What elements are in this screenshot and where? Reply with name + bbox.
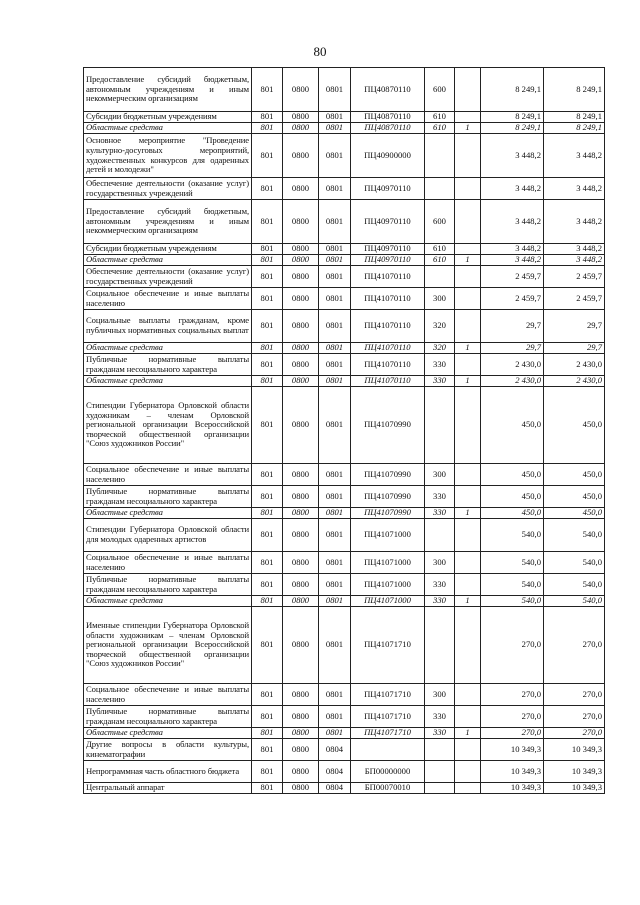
expense-type-code: 610 [425,244,455,255]
amount-year-2: 270,0 [544,684,605,706]
row-name: Субсидии бюджетным учреждениям [84,112,252,123]
ministry-code: 801 [252,728,283,739]
amount-year-2: 450,0 [544,387,605,464]
amount-year-1: 450,0 [481,387,544,464]
ministry-code: 801 [252,178,283,200]
amount-year-1: 270,0 [481,607,544,684]
expense-type-code: 330 [425,508,455,519]
subsection-code: 0801 [319,464,351,486]
funding-source: 1 [455,255,481,266]
subsection-code: 0801 [319,684,351,706]
subsection-code: 0801 [319,112,351,123]
expense-type-code [425,761,455,783]
amount-year-1: 540,0 [481,596,544,607]
ministry-code: 801 [252,343,283,354]
funding-source: 1 [455,596,481,607]
subsection-code: 0801 [319,519,351,552]
ministry-code: 801 [252,552,283,574]
amount-year-1: 270,0 [481,728,544,739]
subsection-code: 0801 [319,596,351,607]
table-row [84,783,605,794]
target-article-code: ПЦ40870110 [351,112,425,123]
row-name: Субсидии бюджетным учреждениям [84,244,252,255]
section-code: 0800 [283,552,319,574]
expense-type-code [425,739,455,761]
ministry-code: 801 [252,354,283,376]
row-name: Областные средства [84,596,252,607]
ministry-code: 801 [252,684,283,706]
row-name: Публичные нормативные выплаты гражданам несоциального характера [84,574,252,596]
amount-year-1: 3 448,2 [481,200,544,244]
ministry-code: 801 [252,607,283,684]
amount-year-2: 540,0 [544,574,605,596]
funding-source [455,607,481,684]
section-code: 0800 [283,596,319,607]
amount-year-2: 540,0 [544,552,605,574]
section-code: 0800 [283,519,319,552]
subsection-code: 0804 [319,739,351,761]
section-code: 0800 [283,354,319,376]
amount-year-2: 3 448,2 [544,200,605,244]
amount-year-2: 2 430,0 [544,376,605,387]
expense-type-code: 600 [425,68,455,112]
amount-year-2: 10 349,3 [544,761,605,783]
row-name: Стипендии Губернатора Орловской области для молодых одаренных артистов [84,519,252,552]
ministry-code: 801 [252,266,283,288]
section-code: 0800 [283,112,319,123]
section-code: 0800 [283,387,319,464]
table-row [84,761,605,783]
ministry-code: 801 [252,68,283,112]
amount-year-1: 270,0 [481,684,544,706]
expense-type-code: 300 [425,464,455,486]
section-code: 0800 [283,266,319,288]
subsection-code: 0801 [319,387,351,464]
funding-source: 1 [455,376,481,387]
amount-year-2: 270,0 [544,728,605,739]
amount-year-1: 10 349,3 [481,739,544,761]
amount-year-2: 3 448,2 [544,244,605,255]
subsection-code: 0801 [319,255,351,266]
row-name: Областные средства [84,343,252,354]
amount-year-1: 3 448,2 [481,244,544,255]
expense-type-code: 600 [425,200,455,244]
amount-year-1: 540,0 [481,552,544,574]
target-article-code: ПЦ41071710 [351,706,425,728]
ministry-code: 801 [252,486,283,508]
section-code: 0800 [283,288,319,310]
funding-source: 1 [455,123,481,134]
section-code: 0800 [283,783,319,794]
target-article-code: ПЦ40900000 [351,134,425,178]
funding-source [455,178,481,200]
expense-type-code [425,519,455,552]
amount-year-1: 3 448,2 [481,134,544,178]
funding-source [455,519,481,552]
table-row [84,266,605,288]
section-code: 0800 [283,464,319,486]
expense-type-code: 330 [425,574,455,596]
amount-year-1: 29,7 [481,310,544,343]
row-name: Предоставление субсидий бюджетным, автономным учреждениям и иным некоммерческим организациям [84,68,252,112]
expense-type-code: 330 [425,596,455,607]
expense-type-code: 320 [425,343,455,354]
subsection-code: 0801 [319,376,351,387]
funding-source [455,134,481,178]
subsection-code: 0801 [319,728,351,739]
section-code: 0800 [283,607,319,684]
expense-type-code: 330 [425,376,455,387]
row-name: Областные средства [84,255,252,266]
section-code: 0800 [283,68,319,112]
ministry-code: 801 [252,783,283,794]
target-article-code [351,739,425,761]
row-name: Публичные нормативные выплаты гражданам несоциального характера [84,486,252,508]
amount-year-1: 2 459,7 [481,288,544,310]
page-number: 80 [313,44,327,59]
subsection-code: 0804 [319,783,351,794]
row-name: Обеспечение деятельности (оказание услуг) государственных учреждений [84,178,252,200]
expense-type-code: 320 [425,310,455,343]
funding-source [455,354,481,376]
subsection-code: 0801 [319,123,351,134]
subsection-code: 0801 [319,244,351,255]
funding-source [455,244,481,255]
section-code: 0800 [283,706,319,728]
expense-type-code: 330 [425,486,455,508]
target-article-code: ПЦ40970110 [351,255,425,266]
expense-type-code [425,783,455,794]
table-row [84,728,605,739]
amount-year-2: 29,7 [544,310,605,343]
amount-year-1: 10 349,3 [481,761,544,783]
section-code: 0800 [283,178,319,200]
row-name: Областные средства [84,728,252,739]
funding-source [455,574,481,596]
subsection-code: 0801 [319,486,351,508]
row-name: Областные средства [84,508,252,519]
ministry-code: 801 [252,519,283,552]
table-row [84,739,605,761]
subsection-code: 0801 [319,607,351,684]
subsection-code: 0801 [319,134,351,178]
row-name: Социальные выплаты гражданам, кроме публичных нормативных социальных выплат [84,310,252,343]
amount-year-1: 450,0 [481,464,544,486]
target-article-code: ПЦ41071000 [351,552,425,574]
target-article-code: ПЦ40970110 [351,178,425,200]
expense-type-code: 330 [425,706,455,728]
ministry-code: 801 [252,255,283,266]
amount-year-1: 29,7 [481,343,544,354]
amount-year-1: 3 448,2 [481,255,544,266]
section-code: 0800 [283,508,319,519]
amount-year-1: 10 349,3 [481,783,544,794]
target-article-code: ПЦ41070110 [351,376,425,387]
ministry-code: 801 [252,739,283,761]
amount-year-2: 2 430,0 [544,354,605,376]
ministry-code: 801 [252,123,283,134]
ministry-code: 801 [252,376,283,387]
amount-year-2: 3 448,2 [544,178,605,200]
budget-table [83,67,605,794]
funding-source [455,783,481,794]
table-row [84,552,605,574]
section-code: 0800 [283,134,319,178]
target-article-code: ПЦ40970110 [351,200,425,244]
amount-year-2: 270,0 [544,706,605,728]
target-article-code: ПЦ41071710 [351,607,425,684]
funding-source [455,552,481,574]
subsection-code: 0804 [319,761,351,783]
amount-year-2: 450,0 [544,486,605,508]
ministry-code: 801 [252,761,283,783]
expense-type-code: 300 [425,684,455,706]
row-name: Другие вопросы в области культуры, кинематографии [84,739,252,761]
ministry-code: 801 [252,387,283,464]
target-article-code: ПЦ41071000 [351,519,425,552]
subsection-code: 0801 [319,574,351,596]
subsection-code: 0801 [319,706,351,728]
funding-source [455,288,481,310]
table-row [84,310,605,343]
amount-year-1: 2 459,7 [481,266,544,288]
table-row [84,387,605,464]
section-code: 0800 [283,761,319,783]
table-row [84,596,605,607]
amount-year-2: 450,0 [544,508,605,519]
amount-year-1: 8 249,1 [481,123,544,134]
table-row [84,574,605,596]
table-row [84,200,605,244]
ministry-code: 801 [252,288,283,310]
subsection-code: 0801 [319,68,351,112]
table-row [84,68,605,112]
table-row [84,376,605,387]
row-name: Стипендии Губернатора Орловской области художникам – членам Орловской региональной организации Всероссийской творческой общественной организации "Союз художников России" [84,387,252,464]
funding-source [455,684,481,706]
amount-year-1: 2 430,0 [481,376,544,387]
funding-source: 1 [455,728,481,739]
subsection-code: 0801 [319,552,351,574]
funding-source [455,310,481,343]
ministry-code: 801 [252,310,283,343]
funding-source [455,739,481,761]
funding-source [455,266,481,288]
subsection-code: 0801 [319,288,351,310]
amount-year-2: 3 448,2 [544,134,605,178]
section-code: 0800 [283,486,319,508]
table-row [84,343,605,354]
amount-year-1: 450,0 [481,486,544,508]
table-row [84,519,605,552]
table-row [84,288,605,310]
section-code: 0800 [283,574,319,596]
funding-source: 1 [455,508,481,519]
subsection-code: 0801 [319,310,351,343]
subsection-code: 0801 [319,354,351,376]
row-name: Областные средства [84,376,252,387]
table-row [84,354,605,376]
table-row [84,178,605,200]
subsection-code: 0801 [319,200,351,244]
expense-type-code [425,266,455,288]
row-name: Социальное обеспечение и иные выплаты населению [84,684,252,706]
amount-year-1: 540,0 [481,574,544,596]
amount-year-1: 2 430,0 [481,354,544,376]
expense-type-code: 610 [425,123,455,134]
table-row [84,706,605,728]
ministry-code: 801 [252,112,283,123]
section-code: 0800 [283,200,319,244]
target-article-code: ПЦ41070990 [351,508,425,519]
amount-year-1: 540,0 [481,519,544,552]
funding-source [455,706,481,728]
row-name: Областные средства [84,123,252,134]
table-row [84,112,605,123]
ministry-code: 801 [252,596,283,607]
funding-source: 1 [455,343,481,354]
target-article-code: ПЦ41070990 [351,464,425,486]
amount-year-2: 8 249,1 [544,68,605,112]
section-code: 0800 [283,739,319,761]
row-name: Основное мероприятие "Проведение культурно-досуговых мероприятий, художественных конкурсов для одаренных детей и молодежи" [84,134,252,178]
row-name: Социальное обеспечение и иные выплаты населению [84,552,252,574]
funding-source [455,112,481,123]
target-article-code: ПЦ41071000 [351,596,425,607]
funding-source [455,68,481,112]
target-article-code: БП00070010 [351,783,425,794]
amount-year-2: 2 459,7 [544,288,605,310]
funding-source [455,761,481,783]
amount-year-2: 540,0 [544,519,605,552]
expense-type-code [425,607,455,684]
row-name: Публичные нормативные выплаты гражданам несоциального характера [84,354,252,376]
amount-year-2: 3 448,2 [544,255,605,266]
section-code: 0800 [283,310,319,343]
amount-year-2: 270,0 [544,607,605,684]
ministry-code: 801 [252,706,283,728]
table-row [84,464,605,486]
ministry-code: 801 [252,244,283,255]
expense-type-code [425,387,455,464]
expense-type-code: 300 [425,288,455,310]
row-name: Предоставление субсидий бюджетным, автономным учреждениям и иным некоммерческим организациям [84,200,252,244]
expense-type-code: 330 [425,728,455,739]
subsection-code: 0801 [319,266,351,288]
section-code: 0800 [283,684,319,706]
row-name: Обеспечение деятельности (оказание услуг) государственных учреждений [84,266,252,288]
amount-year-1: 450,0 [481,508,544,519]
amount-year-2: 8 249,1 [544,123,605,134]
section-code: 0800 [283,123,319,134]
amount-year-2: 8 249,1 [544,112,605,123]
target-article-code: ПЦ41070990 [351,486,425,508]
amount-year-1: 8 249,1 [481,68,544,112]
target-article-code: ПЦ40970110 [351,244,425,255]
expense-type-code: 300 [425,552,455,574]
row-name: Центральный аппарат [84,783,252,794]
target-article-code: ПЦ41070110 [351,354,425,376]
funding-source [455,464,481,486]
subsection-code: 0801 [319,508,351,519]
ministry-code: 801 [252,464,283,486]
target-article-code: БП00000000 [351,761,425,783]
target-article-code: ПЦ41070110 [351,343,425,354]
ministry-code: 801 [252,200,283,244]
table-row [84,134,605,178]
target-article-code: ПЦ41070110 [351,310,425,343]
target-article-code: ПЦ41071710 [351,684,425,706]
table-row [84,684,605,706]
section-code: 0800 [283,343,319,354]
ministry-code: 801 [252,134,283,178]
table-row [84,255,605,266]
amount-year-2: 450,0 [544,464,605,486]
ministry-code: 801 [252,574,283,596]
target-article-code: ПЦ40870110 [351,123,425,134]
amount-year-2: 2 459,7 [544,266,605,288]
row-name: Именные стипендии Губернатора Орловской области художникам – членам Орловской региональной организации Всероссийской творческой общественной организации "Союз художников России" [84,607,252,684]
table-row [84,123,605,134]
table-row [84,607,605,684]
amount-year-2: 29,7 [544,343,605,354]
amount-year-1: 8 249,1 [481,112,544,123]
section-code: 0800 [283,376,319,387]
target-article-code: ПЦ41071000 [351,574,425,596]
expense-type-code [425,134,455,178]
ministry-code: 801 [252,508,283,519]
expense-type-code [425,178,455,200]
row-name: Социальное обеспечение и иные выплаты населению [84,288,252,310]
row-name: Публичные нормативные выплаты гражданам несоциального характера [84,706,252,728]
expense-type-code: 610 [425,255,455,266]
amount-year-2: 10 349,3 [544,739,605,761]
section-code: 0800 [283,255,319,266]
section-code: 0800 [283,728,319,739]
expense-type-code: 330 [425,354,455,376]
funding-source [455,200,481,244]
funding-source [455,387,481,464]
expense-type-code: 610 [425,112,455,123]
amount-year-1: 270,0 [481,706,544,728]
target-article-code: ПЦ41071710 [351,728,425,739]
table-row [84,508,605,519]
subsection-code: 0801 [319,178,351,200]
row-name: Непрограммная часть областного бюджета [84,761,252,783]
funding-source [455,486,481,508]
section-code: 0800 [283,244,319,255]
subsection-code: 0801 [319,343,351,354]
table-row [84,244,605,255]
row-name: Социальное обеспечение и иные выплаты населению [84,464,252,486]
amount-year-2: 10 349,3 [544,783,605,794]
target-article-code: ПЦ41070110 [351,266,425,288]
table-row [84,486,605,508]
target-article-code: ПЦ40870110 [351,68,425,112]
target-article-code: ПЦ41070990 [351,387,425,464]
amount-year-2: 540,0 [544,596,605,607]
amount-year-1: 3 448,2 [481,178,544,200]
target-article-code: ПЦ41070110 [351,288,425,310]
